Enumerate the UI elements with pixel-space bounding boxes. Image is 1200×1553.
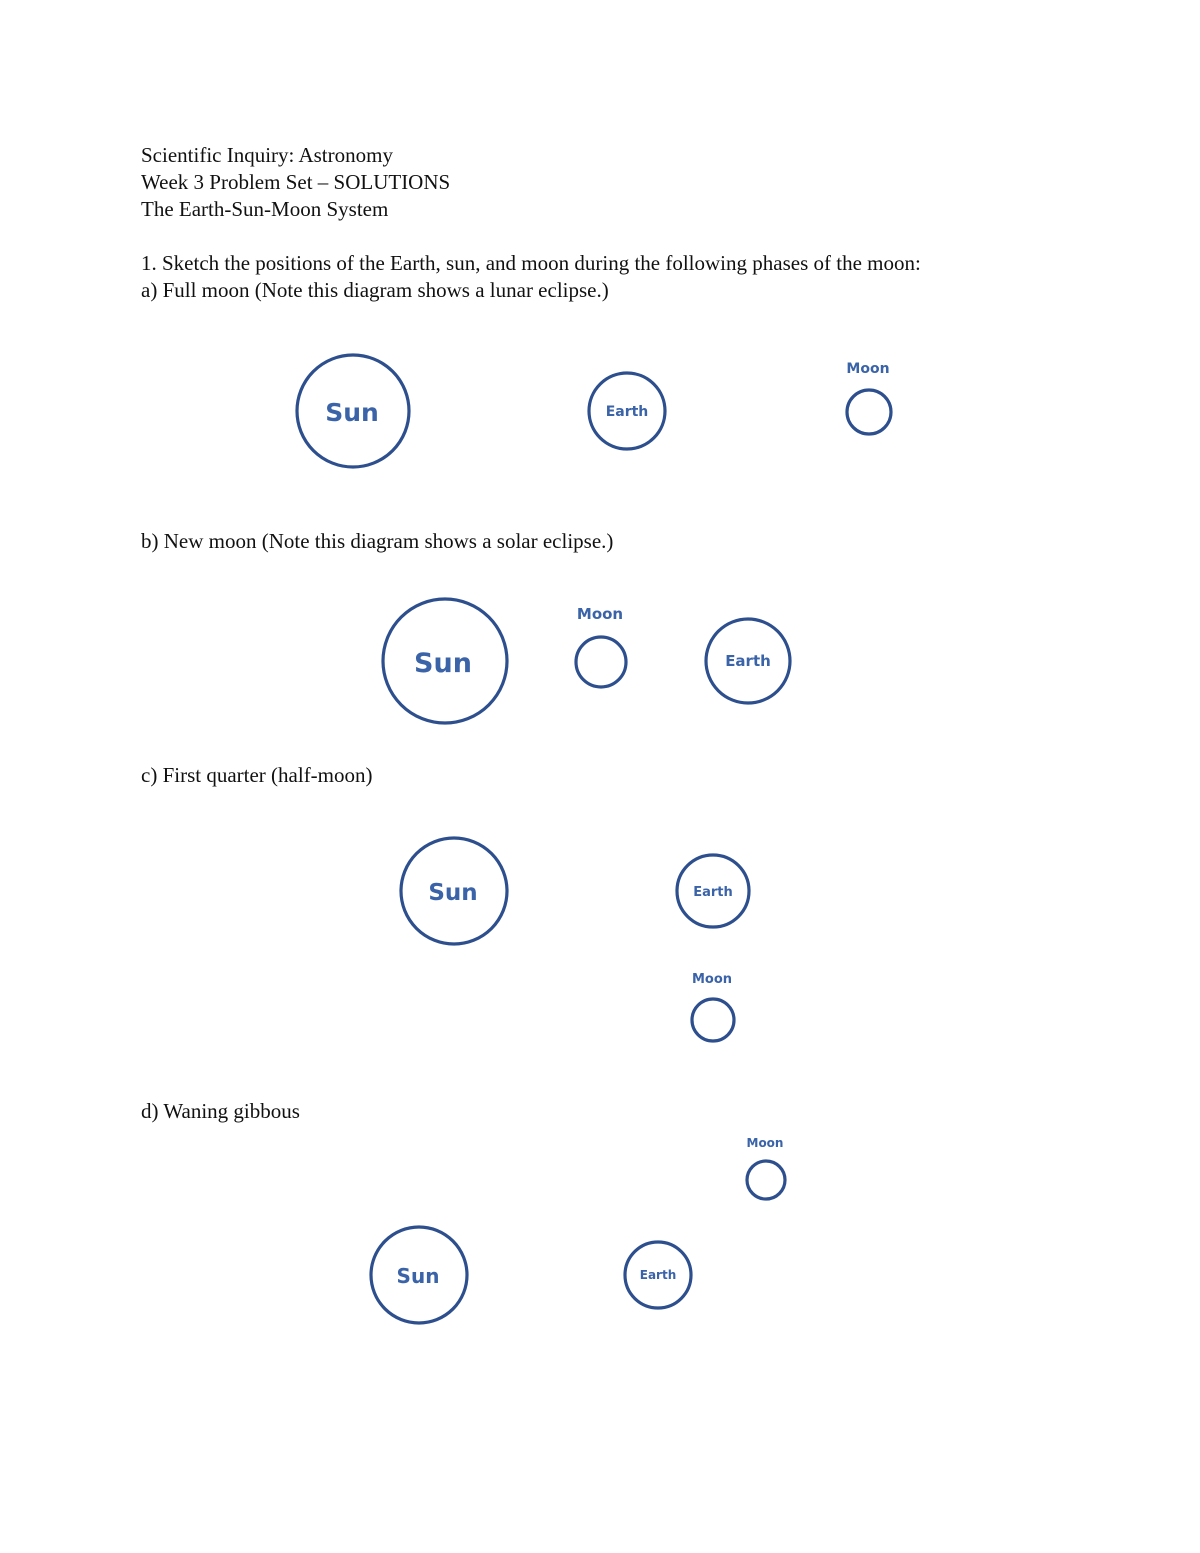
diagram-new-moon — [383, 599, 790, 723]
moon-circle — [747, 1161, 785, 1199]
diagram-full-moon — [297, 355, 891, 467]
moon-label: Moon — [576, 605, 624, 623]
sun-label: Sun — [428, 880, 478, 906]
part-c-label: c) First quarter (half-moon) — [141, 763, 373, 787]
earth-label: Earth — [605, 404, 649, 420]
topic-title: The Earth-Sun-Moon System — [141, 197, 389, 221]
part-a-label: a) Full moon (Note this diagram shows a lunar eclipse.) — [141, 278, 609, 302]
course-title: Scientific Inquiry: Astronomy — [141, 143, 393, 167]
question-prompt: 1. Sketch the positions of the Earth, sun, and moon during the following phases of the moon: — [141, 251, 921, 275]
diagram-waning-gibbous — [371, 1136, 785, 1323]
moon-circle — [576, 637, 626, 687]
diagram-first-quarter — [401, 838, 749, 1041]
sun-label: Sun — [396, 1264, 440, 1288]
moon-label: Moon — [846, 361, 890, 377]
sun-label: Sun — [325, 398, 379, 427]
earth-label: Earth — [693, 885, 733, 900]
earth-label: Earth — [639, 1268, 677, 1282]
earth-label: Earth — [725, 652, 771, 670]
moon-circle — [692, 999, 734, 1041]
sun-label: Sun — [414, 648, 472, 679]
moon-label: Moon — [746, 1136, 784, 1150]
part-b-label: b) New moon (Note this diagram shows a solar eclipse.) — [141, 529, 614, 553]
moon-label: Moon — [691, 972, 733, 987]
assignment-title: Week 3 Problem Set – SOLUTIONS — [141, 170, 451, 194]
part-d-label: d) Waning gibbous — [141, 1099, 300, 1123]
moon-circle — [847, 390, 891, 434]
